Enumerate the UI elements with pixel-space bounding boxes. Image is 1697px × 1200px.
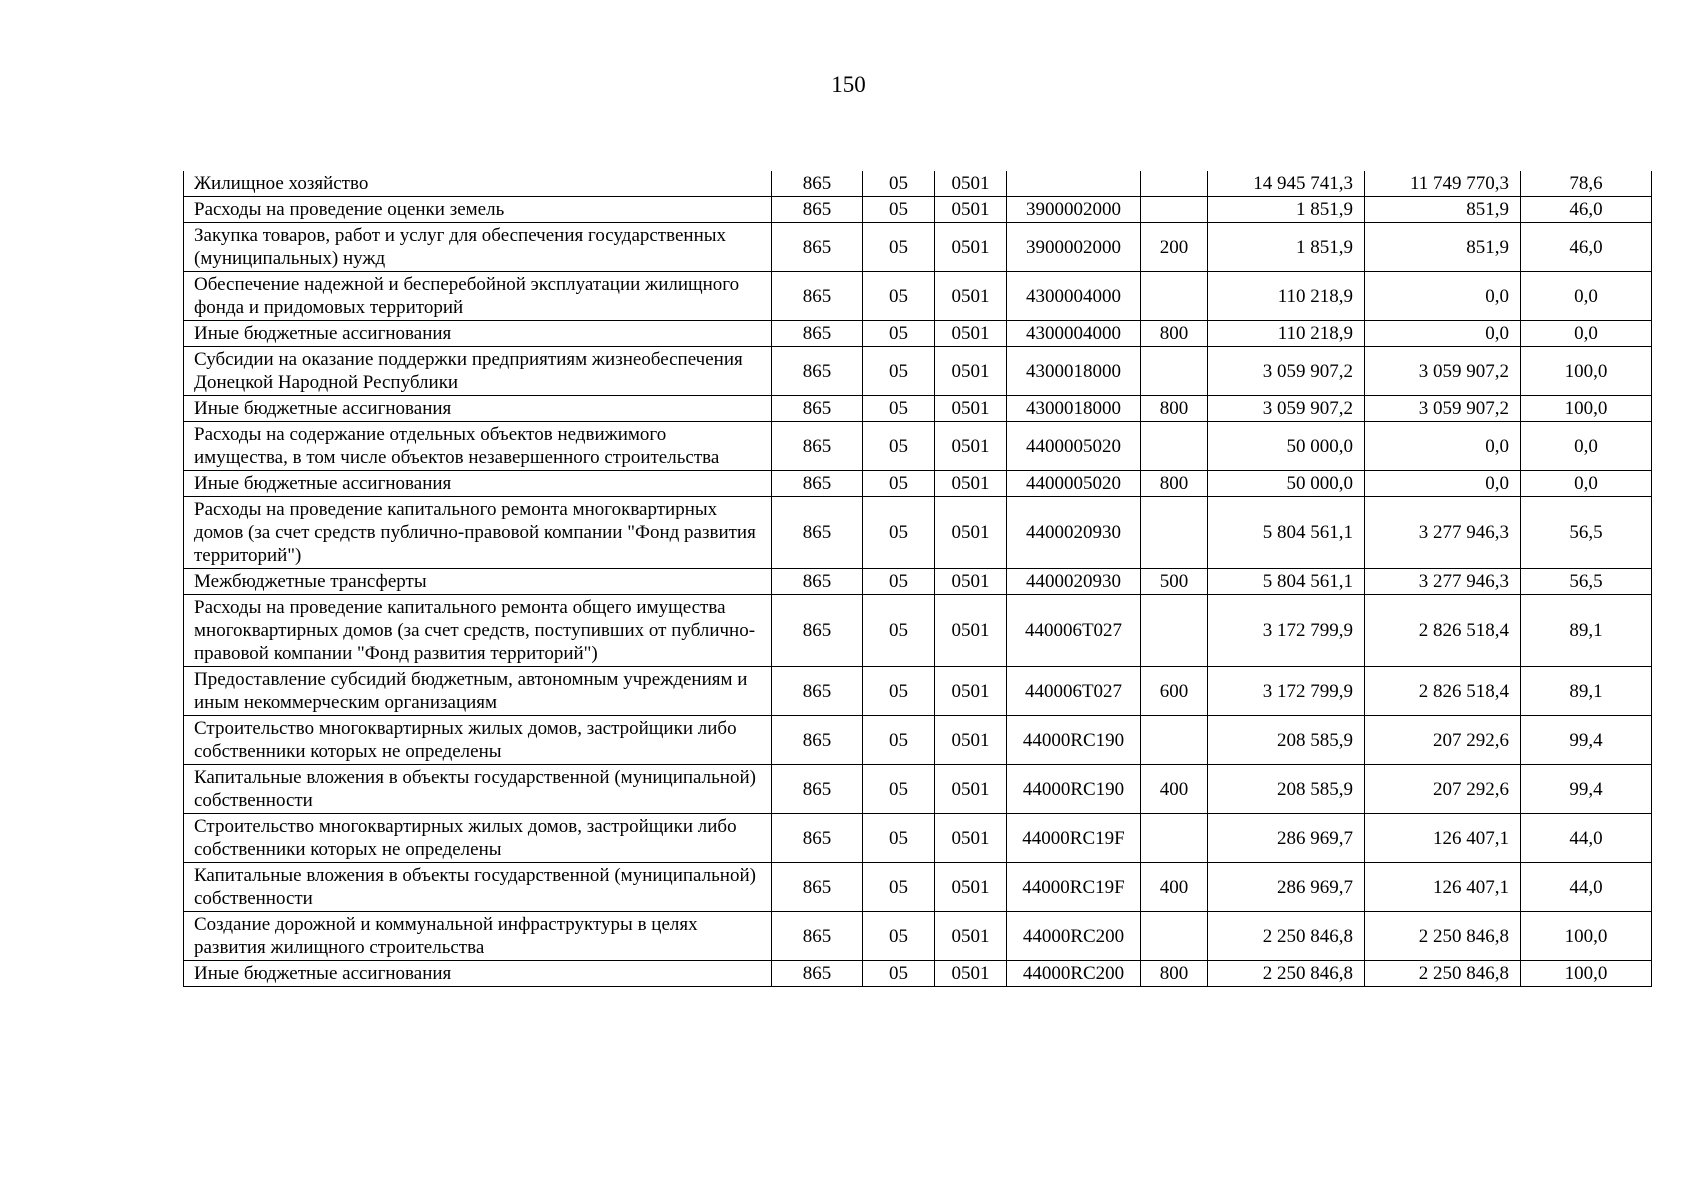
cell-ved: 865 [772,422,863,471]
cell-rz: 05 [863,347,935,396]
cell-rz: 05 [863,321,935,347]
cell-plan: 2 250 846,8 [1208,912,1365,961]
cell-percent: 99,4 [1521,716,1652,765]
cell-csr: 44000RC19F [1007,814,1141,863]
cell-percent: 99,4 [1521,765,1652,814]
cell-ved: 865 [772,171,863,197]
cell-fact: 851,9 [1365,197,1521,223]
cell-vr [1141,912,1208,961]
cell-percent: 89,1 [1521,595,1652,667]
cell-plan: 3 059 907,2 [1208,396,1365,422]
cell-vr [1141,595,1208,667]
cell-fact: 2 250 846,8 [1365,912,1521,961]
table-row [184,863,1652,912]
cell-name: Создание дорожной и коммунальной инфраструктуры в целях развития жилищного строительства [184,912,772,961]
cell-csr: 44000RC200 [1007,961,1141,987]
cell-plan: 286 969,7 [1208,814,1365,863]
cell-name: Расходы на проведение оценки земель [184,197,772,223]
table-row [184,197,1652,223]
cell-rz: 05 [863,171,935,197]
cell-name: Капитальные вложения в объекты государственной (муниципальной) собственности [184,765,772,814]
cell-rz: 05 [863,961,935,987]
cell-vr [1141,716,1208,765]
cell-vr: 600 [1141,667,1208,716]
cell-ved: 865 [772,321,863,347]
cell-percent: 100,0 [1521,961,1652,987]
cell-ved: 865 [772,272,863,321]
cell-plan: 286 969,7 [1208,863,1365,912]
table-row [184,272,1652,321]
cell-rz: 05 [863,272,935,321]
cell-fact: 2 250 846,8 [1365,961,1521,987]
cell-rz: 05 [863,471,935,497]
cell-csr: 4400020930 [1007,569,1141,595]
cell-percent: 0,0 [1521,321,1652,347]
cell-rz: 05 [863,814,935,863]
cell-fact: 3 059 907,2 [1365,347,1521,396]
cell-fact: 3 277 946,3 [1365,497,1521,569]
cell-pr: 0501 [935,716,1007,765]
cell-percent: 56,5 [1521,497,1652,569]
table-row [184,347,1652,396]
cell-fact: 11 749 770,3 [1365,171,1521,197]
cell-pr: 0501 [935,396,1007,422]
cell-plan: 5 804 561,1 [1208,497,1365,569]
cell-fact: 851,9 [1365,223,1521,272]
cell-csr: 440006T027 [1007,667,1141,716]
cell-ved: 865 [772,471,863,497]
cell-percent: 46,0 [1521,197,1652,223]
cell-vr [1141,497,1208,569]
cell-vr [1141,272,1208,321]
cell-ved: 865 [772,569,863,595]
cell-pr: 0501 [935,961,1007,987]
cell-percent: 100,0 [1521,347,1652,396]
cell-ved: 865 [772,961,863,987]
cell-plan: 5 804 561,1 [1208,569,1365,595]
cell-pr: 0501 [935,422,1007,471]
cell-plan: 208 585,9 [1208,765,1365,814]
cell-name: Иные бюджетные ассигнования [184,961,772,987]
cell-percent: 0,0 [1521,471,1652,497]
cell-pr: 0501 [935,223,1007,272]
cell-name: Жилищное хозяйство [184,171,772,197]
cell-name: Иные бюджетные ассигнования [184,396,772,422]
cell-plan: 208 585,9 [1208,716,1365,765]
cell-rz: 05 [863,396,935,422]
cell-csr: 4400020930 [1007,497,1141,569]
table-row [184,471,1652,497]
cell-rz: 05 [863,422,935,471]
cell-ved: 865 [772,197,863,223]
cell-pr: 0501 [935,197,1007,223]
cell-ved: 865 [772,223,863,272]
cell-ved: 865 [772,814,863,863]
cell-percent: 89,1 [1521,667,1652,716]
cell-pr: 0501 [935,814,1007,863]
cell-pr: 0501 [935,912,1007,961]
table-row [184,422,1652,471]
cell-csr [1007,171,1141,197]
cell-plan: 1 851,9 [1208,223,1365,272]
cell-csr: 44000RC190 [1007,716,1141,765]
table-row [184,396,1652,422]
table-row [184,667,1652,716]
cell-csr: 3900002000 [1007,223,1141,272]
cell-name: Расходы на проведение капитального ремонта общего имущества многоквартирных домов (за счет средств, поступивших от публично-правовой компании "Фонд развития территорий") [184,595,772,667]
cell-vr [1141,171,1208,197]
table-row [184,765,1652,814]
cell-ved: 865 [772,396,863,422]
cell-ved: 865 [772,912,863,961]
cell-csr: 44000RC19F [1007,863,1141,912]
table-row [184,171,1652,197]
cell-plan: 3 059 907,2 [1208,347,1365,396]
cell-fact: 126 407,1 [1365,814,1521,863]
cell-plan: 110 218,9 [1208,321,1365,347]
cell-name: Строительство многоквартирных жилых домов, застройщики либо собственники которых не определены [184,716,772,765]
cell-percent: 44,0 [1521,863,1652,912]
cell-pr: 0501 [935,321,1007,347]
cell-rz: 05 [863,667,935,716]
cell-vr [1141,814,1208,863]
table-row [184,912,1652,961]
cell-plan: 1 851,9 [1208,197,1365,223]
cell-name: Иные бюджетные ассигнования [184,471,772,497]
cell-name: Закупка товаров, работ и услуг для обеспечения государственных (муниципальных) нужд [184,223,772,272]
cell-plan: 3 172 799,9 [1208,667,1365,716]
cell-ved: 865 [772,347,863,396]
budget-table [183,171,1652,987]
cell-pr: 0501 [935,569,1007,595]
table-row [184,223,1652,272]
table-row [184,497,1652,569]
cell-percent: 46,0 [1521,223,1652,272]
cell-name: Межбюджетные трансферты [184,569,772,595]
cell-name: Обеспечение надежной и бесперебойной эксплуатации жилищного фонда и придомовых территорий [184,272,772,321]
cell-pr: 0501 [935,347,1007,396]
cell-ved: 865 [772,765,863,814]
cell-csr: 44000RC200 [1007,912,1141,961]
cell-percent: 56,5 [1521,569,1652,595]
table-row [184,321,1652,347]
cell-csr: 440006T027 [1007,595,1141,667]
cell-csr: 4300018000 [1007,396,1141,422]
cell-fact: 207 292,6 [1365,765,1521,814]
cell-vr: 800 [1141,471,1208,497]
cell-name: Капитальные вложения в объекты государственной (муниципальной) собственности [184,863,772,912]
cell-percent: 0,0 [1521,272,1652,321]
cell-name: Расходы на содержание отдельных объектов недвижимого имущества, в том числе объектов незавершенного строительства [184,422,772,471]
cell-pr: 0501 [935,272,1007,321]
cell-vr: 500 [1141,569,1208,595]
cell-csr: 4400005020 [1007,422,1141,471]
table-row [184,569,1652,595]
cell-rz: 05 [863,863,935,912]
cell-rz: 05 [863,497,935,569]
cell-fact: 126 407,1 [1365,863,1521,912]
cell-percent: 100,0 [1521,912,1652,961]
cell-fact: 3 277 946,3 [1365,569,1521,595]
cell-rz: 05 [863,912,935,961]
cell-ved: 865 [772,595,863,667]
cell-name: Иные бюджетные ассигнования [184,321,772,347]
table-row [184,814,1652,863]
cell-fact: 0,0 [1365,422,1521,471]
cell-fact: 3 059 907,2 [1365,396,1521,422]
cell-name: Расходы на проведение капитального ремонта многоквартирных домов (за счет средств публично-правовой компании "Фонд развития территорий") [184,497,772,569]
cell-plan: 2 250 846,8 [1208,961,1365,987]
cell-csr: 4400005020 [1007,471,1141,497]
cell-percent: 100,0 [1521,396,1652,422]
cell-rz: 05 [863,716,935,765]
cell-pr: 0501 [935,497,1007,569]
cell-vr [1141,197,1208,223]
cell-ved: 865 [772,667,863,716]
cell-plan: 3 172 799,9 [1208,595,1365,667]
table-body [184,171,1652,987]
cell-vr: 800 [1141,321,1208,347]
cell-ved: 865 [772,497,863,569]
cell-fact: 0,0 [1365,471,1521,497]
cell-pr: 0501 [935,765,1007,814]
cell-csr: 4300018000 [1007,347,1141,396]
cell-csr: 44000RC190 [1007,765,1141,814]
cell-rz: 05 [863,595,935,667]
cell-csr: 4300004000 [1007,321,1141,347]
cell-plan: 50 000,0 [1208,422,1365,471]
cell-vr: 800 [1141,396,1208,422]
cell-percent: 44,0 [1521,814,1652,863]
cell-name: Предоставление субсидий бюджетным, автономным учреждениям и иным некоммерческим организациям [184,667,772,716]
cell-plan: 110 218,9 [1208,272,1365,321]
cell-percent: 78,6 [1521,171,1652,197]
table-row [184,716,1652,765]
cell-fact: 2 826 518,4 [1365,667,1521,716]
cell-plan: 50 000,0 [1208,471,1365,497]
cell-csr: 3900002000 [1007,197,1141,223]
cell-fact: 2 826 518,4 [1365,595,1521,667]
cell-pr: 0501 [935,471,1007,497]
cell-pr: 0501 [935,595,1007,667]
cell-rz: 05 [863,765,935,814]
cell-vr: 400 [1141,765,1208,814]
cell-plan: 14 945 741,3 [1208,171,1365,197]
cell-vr [1141,347,1208,396]
cell-rz: 05 [863,197,935,223]
table-row [184,595,1652,667]
cell-fact: 0,0 [1365,321,1521,347]
cell-fact: 207 292,6 [1365,716,1521,765]
cell-rz: 05 [863,223,935,272]
cell-vr: 400 [1141,863,1208,912]
cell-pr: 0501 [935,667,1007,716]
cell-pr: 0501 [935,171,1007,197]
cell-name: Субсидии на оказание поддержки предприятиям жизнеобеспечения Донецкой Народной Республики [184,347,772,396]
cell-csr: 4300004000 [1007,272,1141,321]
cell-ved: 865 [772,716,863,765]
cell-fact: 0,0 [1365,272,1521,321]
cell-name: Строительство многоквартирных жилых домов, застройщики либо собственники которых не определены [184,814,772,863]
cell-percent: 0,0 [1521,422,1652,471]
table-row [184,961,1652,987]
cell-ved: 865 [772,863,863,912]
cell-rz: 05 [863,569,935,595]
cell-vr [1141,422,1208,471]
page-number: 150 [831,72,866,97]
cell-vr: 200 [1141,223,1208,272]
cell-pr: 0501 [935,863,1007,912]
cell-vr: 800 [1141,961,1208,987]
